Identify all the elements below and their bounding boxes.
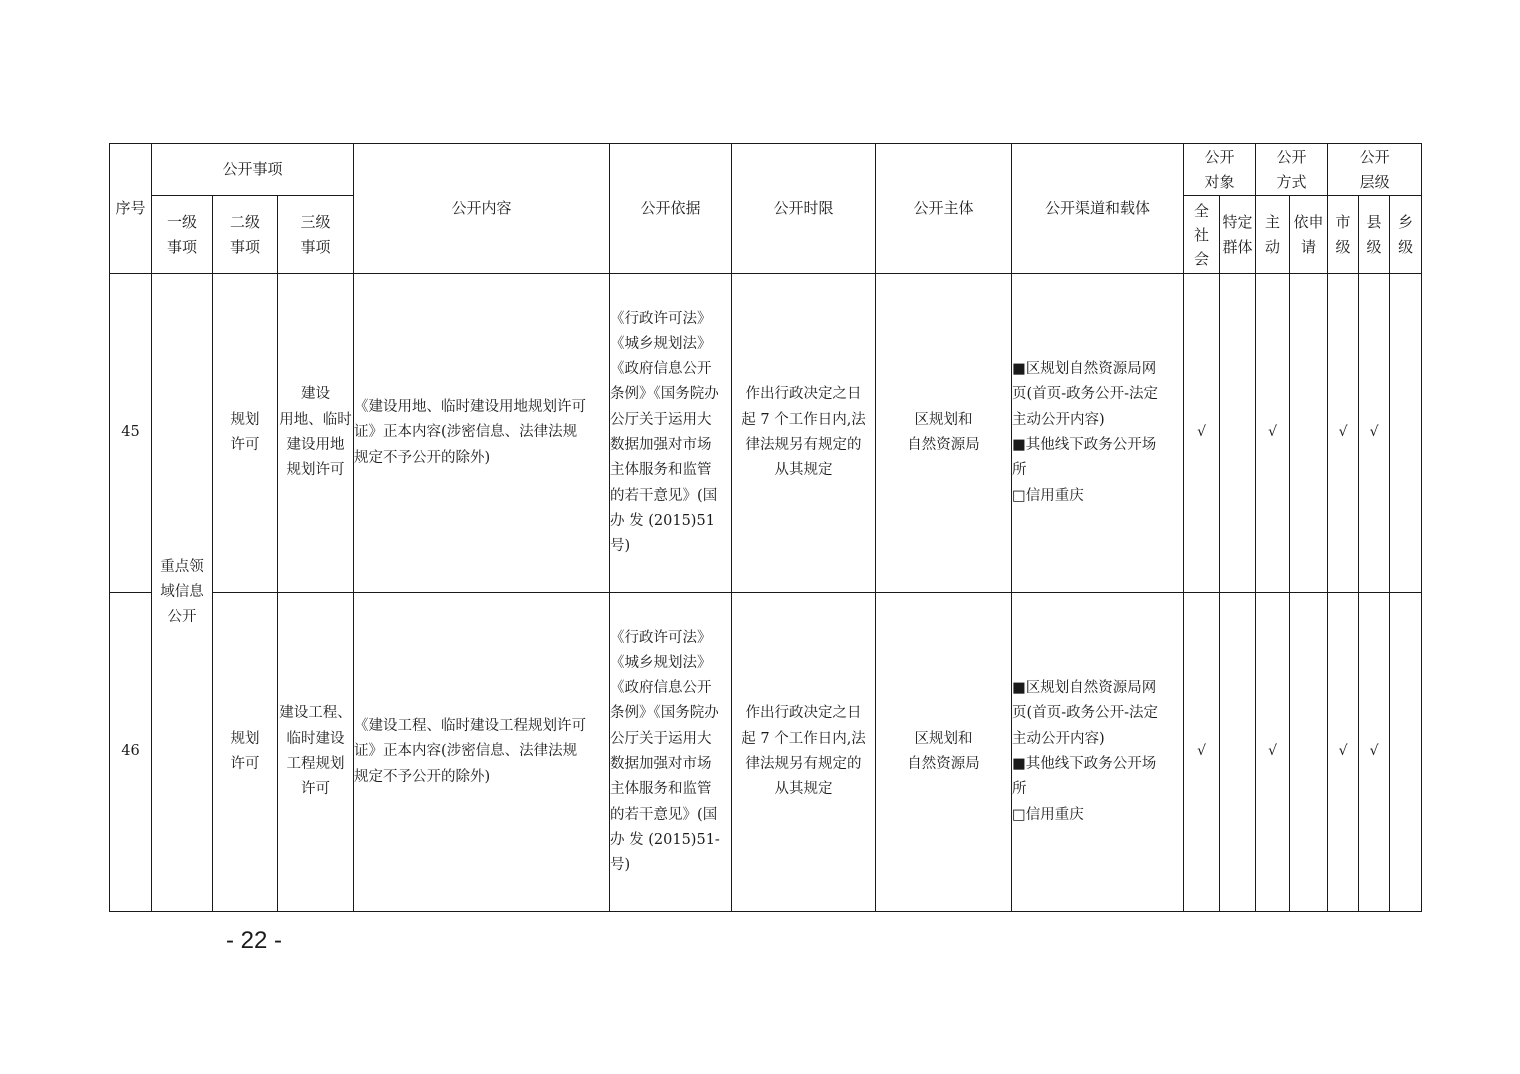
deadline-line: 从其规定 — [774, 462, 833, 479]
row-channel — [1012, 274, 1184, 593]
channel-line: 主动公开内容) — [1012, 730, 1105, 747]
basis-line: 《城乡规划法》 — [610, 654, 712, 671]
header-level2-line: 事项 — [229, 237, 260, 256]
row-basis — [610, 593, 732, 912]
subject-line: 自然资源局 — [907, 756, 980, 772]
header-level-city-line: 级 — [1335, 237, 1351, 256]
header-target-group-line: 对象 — [1204, 172, 1235, 191]
channel-line: 页(首页-政务公开-法定 — [1012, 386, 1158, 403]
row-content — [354, 593, 610, 912]
header-method-active — [1256, 196, 1290, 274]
header-content: 公开内容 — [354, 144, 610, 274]
row-level-town-check — [1390, 593, 1422, 912]
level3-line: 工程规划 — [286, 756, 345, 772]
content-line: 《建设用地、临时建设用地规划许可 — [354, 399, 587, 416]
deadline-line: 律法规另有规定的 — [745, 437, 862, 453]
channel-line: 页(首页-政务公开-法定 — [1012, 705, 1158, 722]
header-target-group — [1184, 144, 1256, 196]
header-target-all-line: 全 — [1194, 201, 1210, 220]
header-method-group-line: 公开 — [1276, 147, 1307, 166]
header-level1 — [152, 196, 213, 274]
header-level2 — [213, 196, 278, 274]
row-level2 — [213, 593, 278, 912]
header-level-group — [1328, 144, 1422, 196]
content-line: 规定不予公开的除外) — [354, 768, 491, 785]
basis-line: 数据加强对市场 — [610, 437, 712, 453]
basis-line: 的若干意见》(国 — [610, 487, 718, 504]
header-level1-line: 一级 — [166, 212, 197, 231]
deadline-line: 律法规另有规定的 — [745, 756, 862, 772]
channel-line: ■区规划自然资源局网 — [1012, 361, 1157, 378]
subject-line: 区规划和 — [914, 411, 973, 428]
level1-line: 重点领 — [160, 558, 204, 575]
basis-line: 主体服务和监管 — [610, 781, 712, 798]
basis-line: 《行政许可法》 — [610, 310, 712, 327]
row-target-all-check: √ — [1184, 274, 1220, 593]
header-method-request-line: 依申 — [1293, 212, 1324, 231]
content-line: 《建设工程、临时建设工程规划许可 — [354, 718, 587, 735]
row-seq: 45 — [110, 274, 152, 593]
header-level-county-line: 县 — [1366, 212, 1382, 231]
table-row — [110, 593, 1422, 912]
level3-line: 建设用地 — [286, 437, 345, 453]
level2-line: 规划 — [230, 411, 260, 428]
header-target-group-line: 公开 — [1204, 147, 1235, 166]
basis-line: 公厅关于运用大 — [610, 411, 712, 428]
level3-line: 用地、临时 — [279, 411, 352, 428]
header-target-all — [1184, 196, 1220, 274]
level3-line: 建设工程、 — [279, 705, 352, 722]
channel-line: ■其他线下政务公开场 — [1012, 756, 1157, 772]
row-deadline — [732, 593, 876, 912]
header-level3 — [278, 196, 354, 274]
basis-line: 《城乡规划法》 — [610, 335, 712, 352]
row-level-county-check: √ — [1359, 274, 1390, 593]
deadline-line: 从其规定 — [774, 781, 833, 798]
row-level-county-check: √ — [1359, 593, 1390, 912]
row-level2 — [213, 274, 278, 593]
basis-line: 数据加强对市场 — [610, 756, 712, 772]
row-level-town-check — [1390, 274, 1422, 593]
deadline-line: 作出行政决定之日 — [745, 705, 862, 722]
header-method-active-line: 主 — [1265, 212, 1281, 231]
channel-line: 主动公开内容) — [1012, 411, 1105, 428]
deadline-line: 作出行政决定之日 — [745, 386, 862, 403]
header-items-group: 公开事项 — [152, 144, 354, 196]
channel-line: ■其他线下政务公开场 — [1012, 437, 1157, 453]
channel-line: □信用重庆 — [1012, 487, 1084, 504]
basis-line: 条例》《国务院办 — [610, 705, 719, 722]
row-level-city-check: √ — [1328, 593, 1359, 912]
content-line: 证》正本内容(涉密信息、法律法规 — [354, 424, 578, 441]
row-method-request-check — [1290, 274, 1328, 593]
deadline-line: 起 7 个工作日内,法 — [741, 730, 866, 747]
header-level-town-line: 级 — [1398, 237, 1414, 256]
row-method-active-check: √ — [1256, 274, 1290, 593]
row-subject — [876, 593, 1012, 912]
header-subject: 公开主体 — [876, 144, 1012, 274]
row-method-request-check — [1290, 593, 1328, 912]
header-level-group-line: 层级 — [1359, 172, 1390, 191]
row-target-all-check: √ — [1184, 593, 1220, 912]
channel-line: □信用重庆 — [1012, 806, 1084, 823]
basis-line: 主体服务和监管 — [610, 462, 712, 479]
channel-line: ■区规划自然资源局网 — [1012, 680, 1157, 697]
channel-line: 所 — [1012, 781, 1027, 798]
header-level-city-line: 市 — [1335, 212, 1351, 231]
basis-line: 办 发 (2015)51 — [610, 512, 715, 529]
basis-line: 办 发 (2015)51- — [610, 831, 720, 848]
row-subject — [876, 274, 1012, 593]
header-method-group — [1256, 144, 1328, 196]
row-seq: 46 — [110, 593, 152, 912]
header-seq: 序号 — [110, 144, 152, 274]
row-content — [354, 274, 610, 593]
row-level-city-check: √ — [1328, 274, 1359, 593]
row-target-specific-check — [1220, 593, 1256, 912]
header-deadline: 公开时限 — [732, 144, 876, 274]
page-number: - 22 - — [226, 927, 283, 954]
level2-line: 规划 — [230, 730, 260, 747]
row-level1-shared — [152, 274, 213, 912]
header-level-county — [1359, 196, 1390, 274]
level3-line: 许可 — [301, 781, 331, 798]
level1-line: 域信息 — [160, 583, 204, 600]
row-target-specific-check — [1220, 274, 1256, 593]
level1-line: 公开 — [167, 609, 197, 626]
header-level2-line: 二级 — [229, 212, 260, 231]
basis-line: 的若干意见》(国 — [610, 806, 718, 823]
row-basis — [610, 274, 732, 593]
header-level3-line: 事项 — [300, 237, 331, 256]
header-target-specific-line: 群体 — [1222, 237, 1253, 256]
row-channel — [1012, 593, 1184, 912]
basis-line: 号) — [610, 857, 631, 874]
header-method-group-line: 方式 — [1276, 172, 1307, 191]
basis-line: 《政府信息公开 — [610, 680, 712, 697]
level2-line: 许可 — [230, 756, 260, 772]
table-row — [110, 274, 1422, 593]
level3-line: 临时建设 — [286, 730, 345, 747]
header-target-specific — [1220, 196, 1256, 274]
row-deadline — [732, 274, 876, 593]
subject-line: 自然资源局 — [907, 437, 980, 453]
basis-line: 公厅关于运用大 — [610, 730, 712, 747]
basis-line: 号) — [610, 538, 631, 555]
header-method-request-line: 请 — [1301, 237, 1317, 256]
header-method-active-line: 动 — [1265, 237, 1281, 256]
header-method-request — [1290, 196, 1328, 274]
basis-line: 条例》《国务院办 — [610, 386, 719, 403]
content-line: 证》正本内容(涉密信息、法律法规 — [354, 743, 578, 760]
disclosure-table — [109, 143, 1422, 912]
subject-line: 区规划和 — [914, 730, 973, 747]
header-level-group-line: 公开 — [1359, 147, 1390, 166]
level2-line: 许可 — [230, 437, 260, 453]
level3-line: 建设 — [301, 386, 331, 403]
header-level-town — [1390, 196, 1422, 274]
header-target-specific-line: 特定 — [1222, 212, 1253, 231]
content-line: 规定不予公开的除外) — [354, 449, 491, 466]
header-target-all-line: 社 — [1194, 225, 1210, 244]
basis-line: 《行政许可法》 — [610, 629, 712, 646]
basis-line: 《政府信息公开 — [610, 361, 712, 378]
header-level-town-line: 乡 — [1398, 212, 1414, 231]
header-level3-line: 三级 — [300, 212, 331, 231]
header-basis: 公开依据 — [610, 144, 732, 274]
header-level-city — [1328, 196, 1359, 274]
channel-line: 所 — [1012, 462, 1027, 479]
row-level3 — [278, 274, 354, 593]
deadline-line: 起 7 个工作日内,法 — [741, 411, 866, 428]
header-target-all-line: 会 — [1194, 249, 1210, 268]
row-level3 — [278, 593, 354, 912]
level3-line: 规划许可 — [286, 462, 345, 479]
row-method-active-check: √ — [1256, 593, 1290, 912]
header-channel: 公开渠道和载体 — [1012, 144, 1184, 274]
header-level-county-line: 级 — [1366, 237, 1382, 256]
header-level1-line: 事项 — [166, 237, 197, 256]
